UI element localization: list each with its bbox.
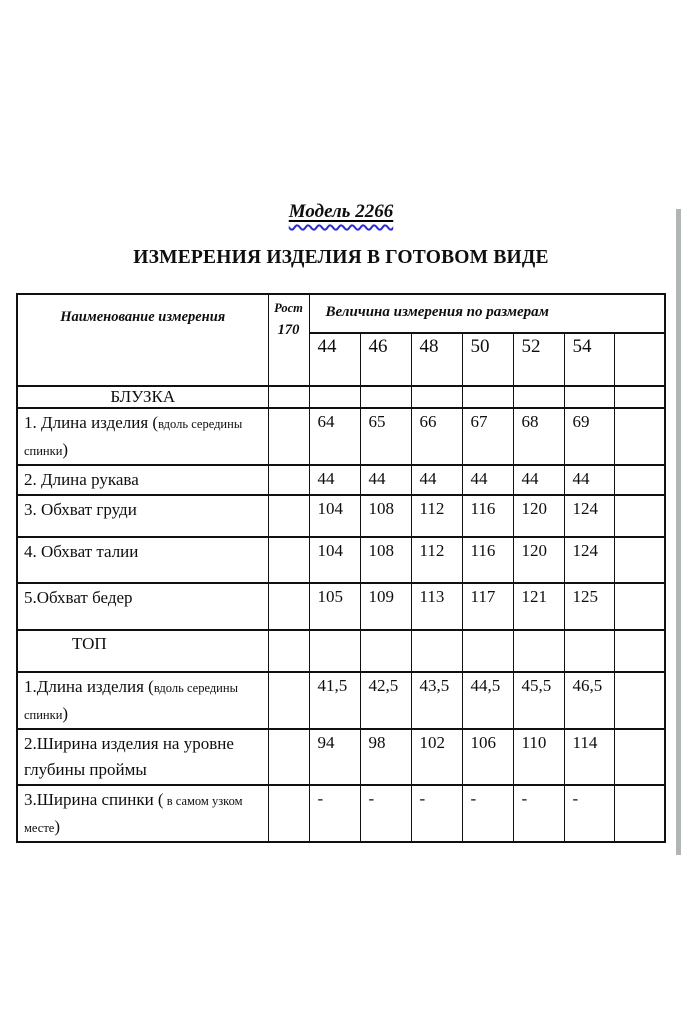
table-header-row-1 (17, 294, 665, 333)
section-row (17, 386, 665, 408)
measurement-value-cell: 44 (411, 465, 462, 495)
measurement-value-cell: 41,5 (309, 672, 360, 729)
measurement-value-cell (614, 672, 665, 729)
measurement-value-cell: 114 (564, 729, 614, 785)
height-value: 170 (277, 322, 300, 338)
measurement-value-cell: 108 (360, 537, 411, 583)
empty-cell (462, 630, 513, 672)
size-column-header (614, 333, 665, 386)
measurement-value-cell: 66 (411, 408, 462, 465)
measurement-value-cell: - (411, 785, 462, 842)
measurement-value-cell: 120 (513, 495, 564, 537)
section-title: ТОП (17, 630, 268, 672)
empty-cell (564, 386, 614, 408)
measurement-value-cell: 117 (462, 583, 513, 630)
measurement-value-cell (614, 408, 665, 465)
height-cell (268, 672, 309, 729)
measurement-value-cell: - (462, 785, 513, 842)
measurement-value-cell: 94 (309, 729, 360, 785)
size-column-header: 48 (411, 333, 462, 386)
measurement-value-cell: 43,5 (411, 672, 462, 729)
measurement-value-cell: 42,5 (360, 672, 411, 729)
measurement-row (17, 537, 665, 583)
measurement-value-cell: 98 (360, 729, 411, 785)
measurement-value-cell: 64 (309, 408, 360, 465)
height-cell (268, 408, 309, 465)
empty-cell (513, 630, 564, 672)
measurement-value-cell (614, 785, 665, 842)
empty-cell (513, 386, 564, 408)
empty-cell (614, 630, 665, 672)
column-header-height (268, 294, 309, 386)
measurement-value-cell: 68 (513, 408, 564, 465)
column-header-sizes-group: Величина измерения по размерам (309, 294, 665, 333)
measurement-value-cell: 125 (564, 583, 614, 630)
measurement-value-cell: 120 (513, 537, 564, 583)
empty-cell (411, 630, 462, 672)
measurement-row (17, 495, 665, 537)
measurement-label: 3. Обхват груди (17, 495, 268, 537)
height-cell (268, 465, 309, 495)
height-cell (268, 495, 309, 537)
measurement-value-cell: 116 (462, 495, 513, 537)
measurement-label: 2.Ширина изделия на уровне глубины проймы (17, 729, 268, 785)
measurement-value-cell (614, 729, 665, 785)
measurement-value-cell: 124 (564, 495, 614, 537)
column-header-name: Наименование измерения (17, 294, 268, 386)
size-column-header: 44 (309, 333, 360, 386)
size-column-header: 50 (462, 333, 513, 386)
measurement-value-cell: - (360, 785, 411, 842)
measurement-value-cell: 44 (564, 465, 614, 495)
measurement-value-cell: 104 (309, 495, 360, 537)
measurement-value-cell: 44 (309, 465, 360, 495)
empty-cell (268, 386, 309, 408)
measurement-value-cell: 46,5 (564, 672, 614, 729)
height-cell (268, 537, 309, 583)
empty-cell (268, 630, 309, 672)
measurement-row (17, 583, 665, 630)
size-column-header: 46 (360, 333, 411, 386)
measurement-label: 3.Ширина спинки ( в самом узком месте) (17, 785, 268, 842)
measurement-value-cell: 45,5 (513, 672, 564, 729)
measurements-table (16, 293, 666, 843)
measurement-value-cell: 105 (309, 583, 360, 630)
empty-cell (309, 386, 360, 408)
measurement-row (17, 729, 665, 785)
empty-cell (564, 630, 614, 672)
measurement-value-cell: 121 (513, 583, 564, 630)
size-column-header: 54 (564, 333, 614, 386)
measurement-value-cell (614, 583, 665, 630)
height-cell (268, 583, 309, 630)
model-label-text: Модель 2266 (288, 201, 394, 222)
measurement-label: 4. Обхват талии (17, 537, 268, 583)
empty-cell (411, 386, 462, 408)
measurement-row (17, 672, 665, 729)
measurement-value-cell (614, 537, 665, 583)
measurement-row (17, 408, 665, 465)
height-cell (268, 729, 309, 785)
measurement-value-cell: 112 (411, 495, 462, 537)
measurement-value-cell: - (513, 785, 564, 842)
measurement-label: 2. Длина рукава (17, 465, 268, 495)
measurement-value-cell: 67 (462, 408, 513, 465)
size-column-header: 52 (513, 333, 564, 386)
measurement-value-cell: 110 (513, 729, 564, 785)
measurement-label: 5.Обхват бедер (17, 583, 268, 630)
measurement-value-cell (614, 495, 665, 537)
measurement-row (17, 465, 665, 495)
height-label: Рост (274, 301, 303, 315)
measurement-row (17, 785, 665, 842)
empty-cell (360, 630, 411, 672)
measurement-value-cell: 102 (411, 729, 462, 785)
empty-cell (462, 386, 513, 408)
measurement-value-cell: - (309, 785, 360, 842)
measurement-value-cell: 124 (564, 537, 614, 583)
measurement-value-cell (614, 465, 665, 495)
measurement-value-cell: 69 (564, 408, 614, 465)
measurement-value-cell: 106 (462, 729, 513, 785)
empty-cell (309, 630, 360, 672)
measurement-value-cell: 44 (462, 465, 513, 495)
measurement-value-cell: 44 (513, 465, 564, 495)
measurement-value-cell: 109 (360, 583, 411, 630)
section-title: БЛУЗКА (17, 386, 268, 408)
page-title: ИЗМЕРЕНИЯ ИЗДЕЛИЯ В ГОТОВОМ ВИДЕ (133, 247, 549, 268)
measurement-value-cell: 113 (411, 583, 462, 630)
empty-cell (360, 386, 411, 408)
measurement-value-cell: 116 (462, 537, 513, 583)
measurement-label: 1.Длина изделия (вдоль середины спинки) (17, 672, 268, 729)
measurement-value-cell: 108 (360, 495, 411, 537)
spellcheck-squiggle (289, 201, 393, 222)
measurement-value-cell: 44,5 (462, 672, 513, 729)
measurement-value-cell: 104 (309, 537, 360, 583)
model-label (0, 201, 682, 223)
measurement-value-cell: - (564, 785, 614, 842)
scrollbar-thumb[interactable] (676, 209, 681, 855)
measurement-value-cell: 112 (411, 537, 462, 583)
empty-cell (614, 386, 665, 408)
measurement-value-cell: 65 (360, 408, 411, 465)
measurement-label: 1. Длина изделия (вдоль середины спинки) (17, 408, 268, 465)
height-cell (268, 785, 309, 842)
measurement-value-cell: 44 (360, 465, 411, 495)
section-row (17, 630, 665, 672)
